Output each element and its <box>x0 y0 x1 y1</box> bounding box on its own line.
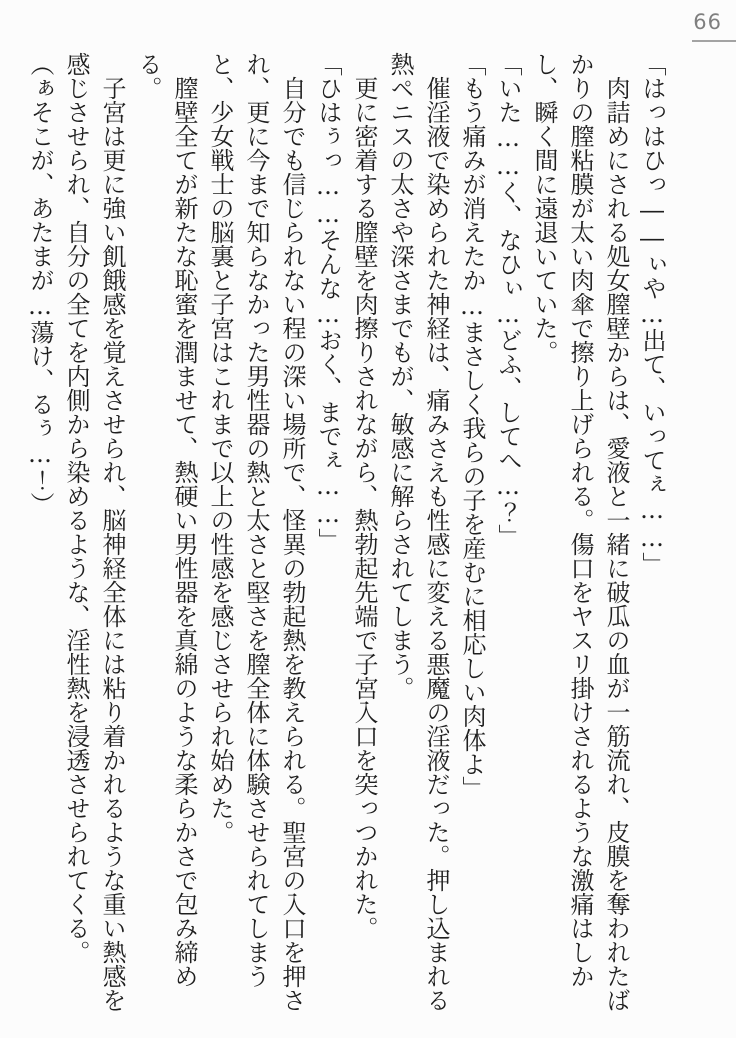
paragraph-narration: 膣壁全てが新たな恥蜜を潤ませて、熱硬い男性器を真綿のような柔らかさで包み締める。 <box>134 52 198 988</box>
paragraph-narration: 子宮は更に強い飢餓感を覚えさせられ、脳神経全体には粘り着かれるような重い熱感を感じさせられ、自分の全てを内側から染めるような、淫性熱を浸透させられてくる。 <box>62 52 126 1012</box>
paragraph-narration: 自分でも信じられない程の深い場所で、怪異の勃起熱を教えられる。聖宮の入口を押され、更に今まで知らなかった男性器の熱と太さと堅さを膣全体に体験させられてしまうと、少女戦士の脳裏と子宮はこれまで以上の性感を感じさせられ始めた。 <box>206 52 306 1012</box>
paragraph-dialogue: 「もう痛みが消えたか…まさしく我らの子を産むに相応しい肉体よ」 <box>458 52 486 800</box>
paragraph-dialogue: 「ひはぅっ……そんな…おく、までぇ……」 <box>314 52 342 552</box>
paragraph-thought: （ぁそこが、あたまが…蕩け、るぅ…！） <box>26 52 54 516</box>
page-number-rule <box>692 40 736 42</box>
page-number: 66 <box>693 10 722 34</box>
paragraph-narration: 肉詰めにされる処女膣壁からは、愛液と一緒に破瓜の血が一筋流れ、皮膜を奪われたばかりの膣粘膜が太い肉傘で擦り上げられる。傷口をヤスリ掛けされるような激痛はしかし、瞬く間に遠退いていた。 <box>530 52 630 1012</box>
paragraph-dialogue: 「はっはひっ――ぃや…出て、いってぇ……」 <box>638 52 666 576</box>
paragraph-narration: 催淫液で染められた神経は、痛みさえも性感に変える悪魔の淫液だった。押し込まれる熱ペニスの太さや深さまでもが、敏感に解らされてしまう。 <box>386 52 450 1012</box>
paragraph-dialogue: 「いた……く、なひぃ…どふ、してへ…？」 <box>494 52 522 548</box>
vertical-text-block <box>26 52 670 1018</box>
paragraph-narration: 更に密着する膣壁を肉擦りされながら、熱勃起先端で子宮入口を突っつかれた。 <box>350 76 378 940</box>
